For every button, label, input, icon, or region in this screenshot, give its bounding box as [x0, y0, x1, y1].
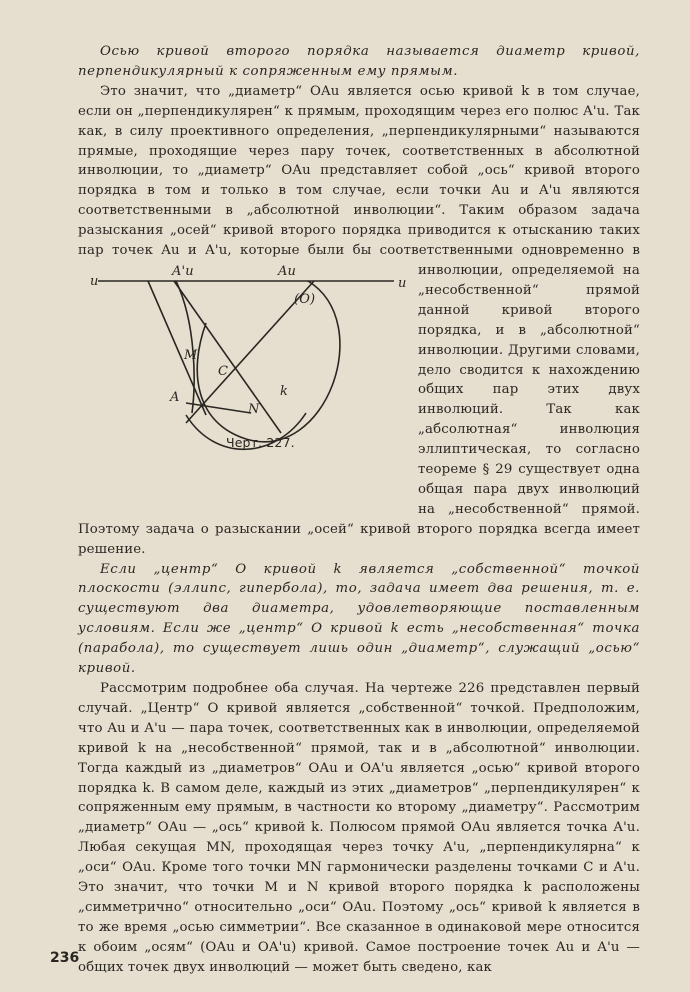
label-N: N — [248, 401, 260, 417]
label-C: C — [218, 363, 229, 379]
page-number: 236 — [50, 950, 80, 966]
paragraph-4: Рассмотрим подробнее оба случая. На чертеже 226 представлен первый случай. „Центр“ O кривой является „собственной“ точкой. Предположим, что Au и A'u — пара точек, соответственных как в инволюции, определяемой кривой k на „несобственной“ прямой, так и в „абсолютной“ инволюции. Тогда каждый из „диаметров“ OAu и OA'u является „осью“ кривой второго порядка k. В самом деле, каждый из этих „диаметров“ „перпендикулярен“ к сопряженным ему прямым, в частности ко второму „диаметру“. Рассмотрим „диаметр“ OAu — „ось“ кривой k. Полюсом прямой OAu является точка A'u. Любая секущая MN, проходящая через точку A'u, „перпендикулярна“ к „оси“ OAu. Кроме того точки MN гармонически разделены точками C и A'u. Это значит, что точки M и N кривой второго порядка k расположены „симметрично“ относительно „оси“ OAu. Поэтому „ось“ кривой k является в то же время „осью симметрии“. Все сказанное в одинаковой мере относится к обоим „осям“ (OAu и OA'u) кривой. Самое построение точек Au и A'u — общих точек двух инволюций — может быть сведено, как — [78, 681, 640, 975]
figure-caption: Черт. 227. — [226, 434, 295, 450]
paragraph-cases — [78, 560, 640, 679]
label-A-u: Au — [278, 263, 297, 279]
paragraph-2-head — [78, 84, 640, 557]
paragraph-3: Если „центр“ O кривой k является „собственной“ точкой плоскости (эллипс, гипербола), то, задача имеет два решения, т. е. существуют два диаметра, удовлетворяющие поставленным условиям. Если же „центр“ O кривой k есть „несобственная“ точка (парабола), то существует лишь один „диаметр“, служащий „осью“ кривой. — [78, 561, 640, 677]
label-A-prime-u: A'u — [172, 263, 194, 279]
label-k: k — [280, 383, 289, 399]
label-M: M — [184, 347, 198, 363]
figure-227 — [76, 263, 408, 511]
paragraph-2-part-a: Это значит, что „диаметр“ OAu является осью кривой k в том случае, если он „перпендикулярен“ к прямым, проходящим через его полюс A'u. Так как, в силу проективного определения, „перпендикулярными“ называются прямые, проходящие через пару точек, соответственных в абсолютной инволюции, то „диаметр“ OAu представляет собой „ось“ кривой второго порядка в том и только в том случае, если точки Au и A'u являются соответственными в „абсолютной инволюции“. Таким образом задача разыскания „осей“ кривой второго порядка приводится к отысканию таких пар точек Au и A'u, которые были бы соответственными одновременно — [78, 83, 640, 259]
label-A: A — [170, 389, 180, 405]
figure-drawing — [76, 263, 408, 511]
label-O: (O) — [294, 291, 316, 307]
paragraph-2-part-b: в инволюции, определяемой на „несобственной“ прямой данной кривой второго порядка, и в „абсолютной“ инволюции. Другими словами, дело сводится к нахождению общих пар этих двух инволюций. Так как „абсолютная“ инволюция эллиптическая, то согласно теореме § 29 существует одна общая пара двух инволюций на „несобственной“ прямой. Поэтому задача о разыскании „осей“ кривой второго порядка всегда имеет решение. — [78, 243, 640, 557]
paragraph-explanation — [78, 82, 640, 560]
body-text — [78, 42, 640, 978]
label-u-right: u — [398, 275, 407, 291]
label-u-left: u — [90, 273, 99, 289]
paragraph-detail — [78, 679, 640, 978]
paragraph-1: Осью кривой второго порядка называется диаметр кривой, перпендикулярный к сопряженным ему прямым. — [78, 44, 640, 79]
definition-axis — [78, 42, 640, 82]
